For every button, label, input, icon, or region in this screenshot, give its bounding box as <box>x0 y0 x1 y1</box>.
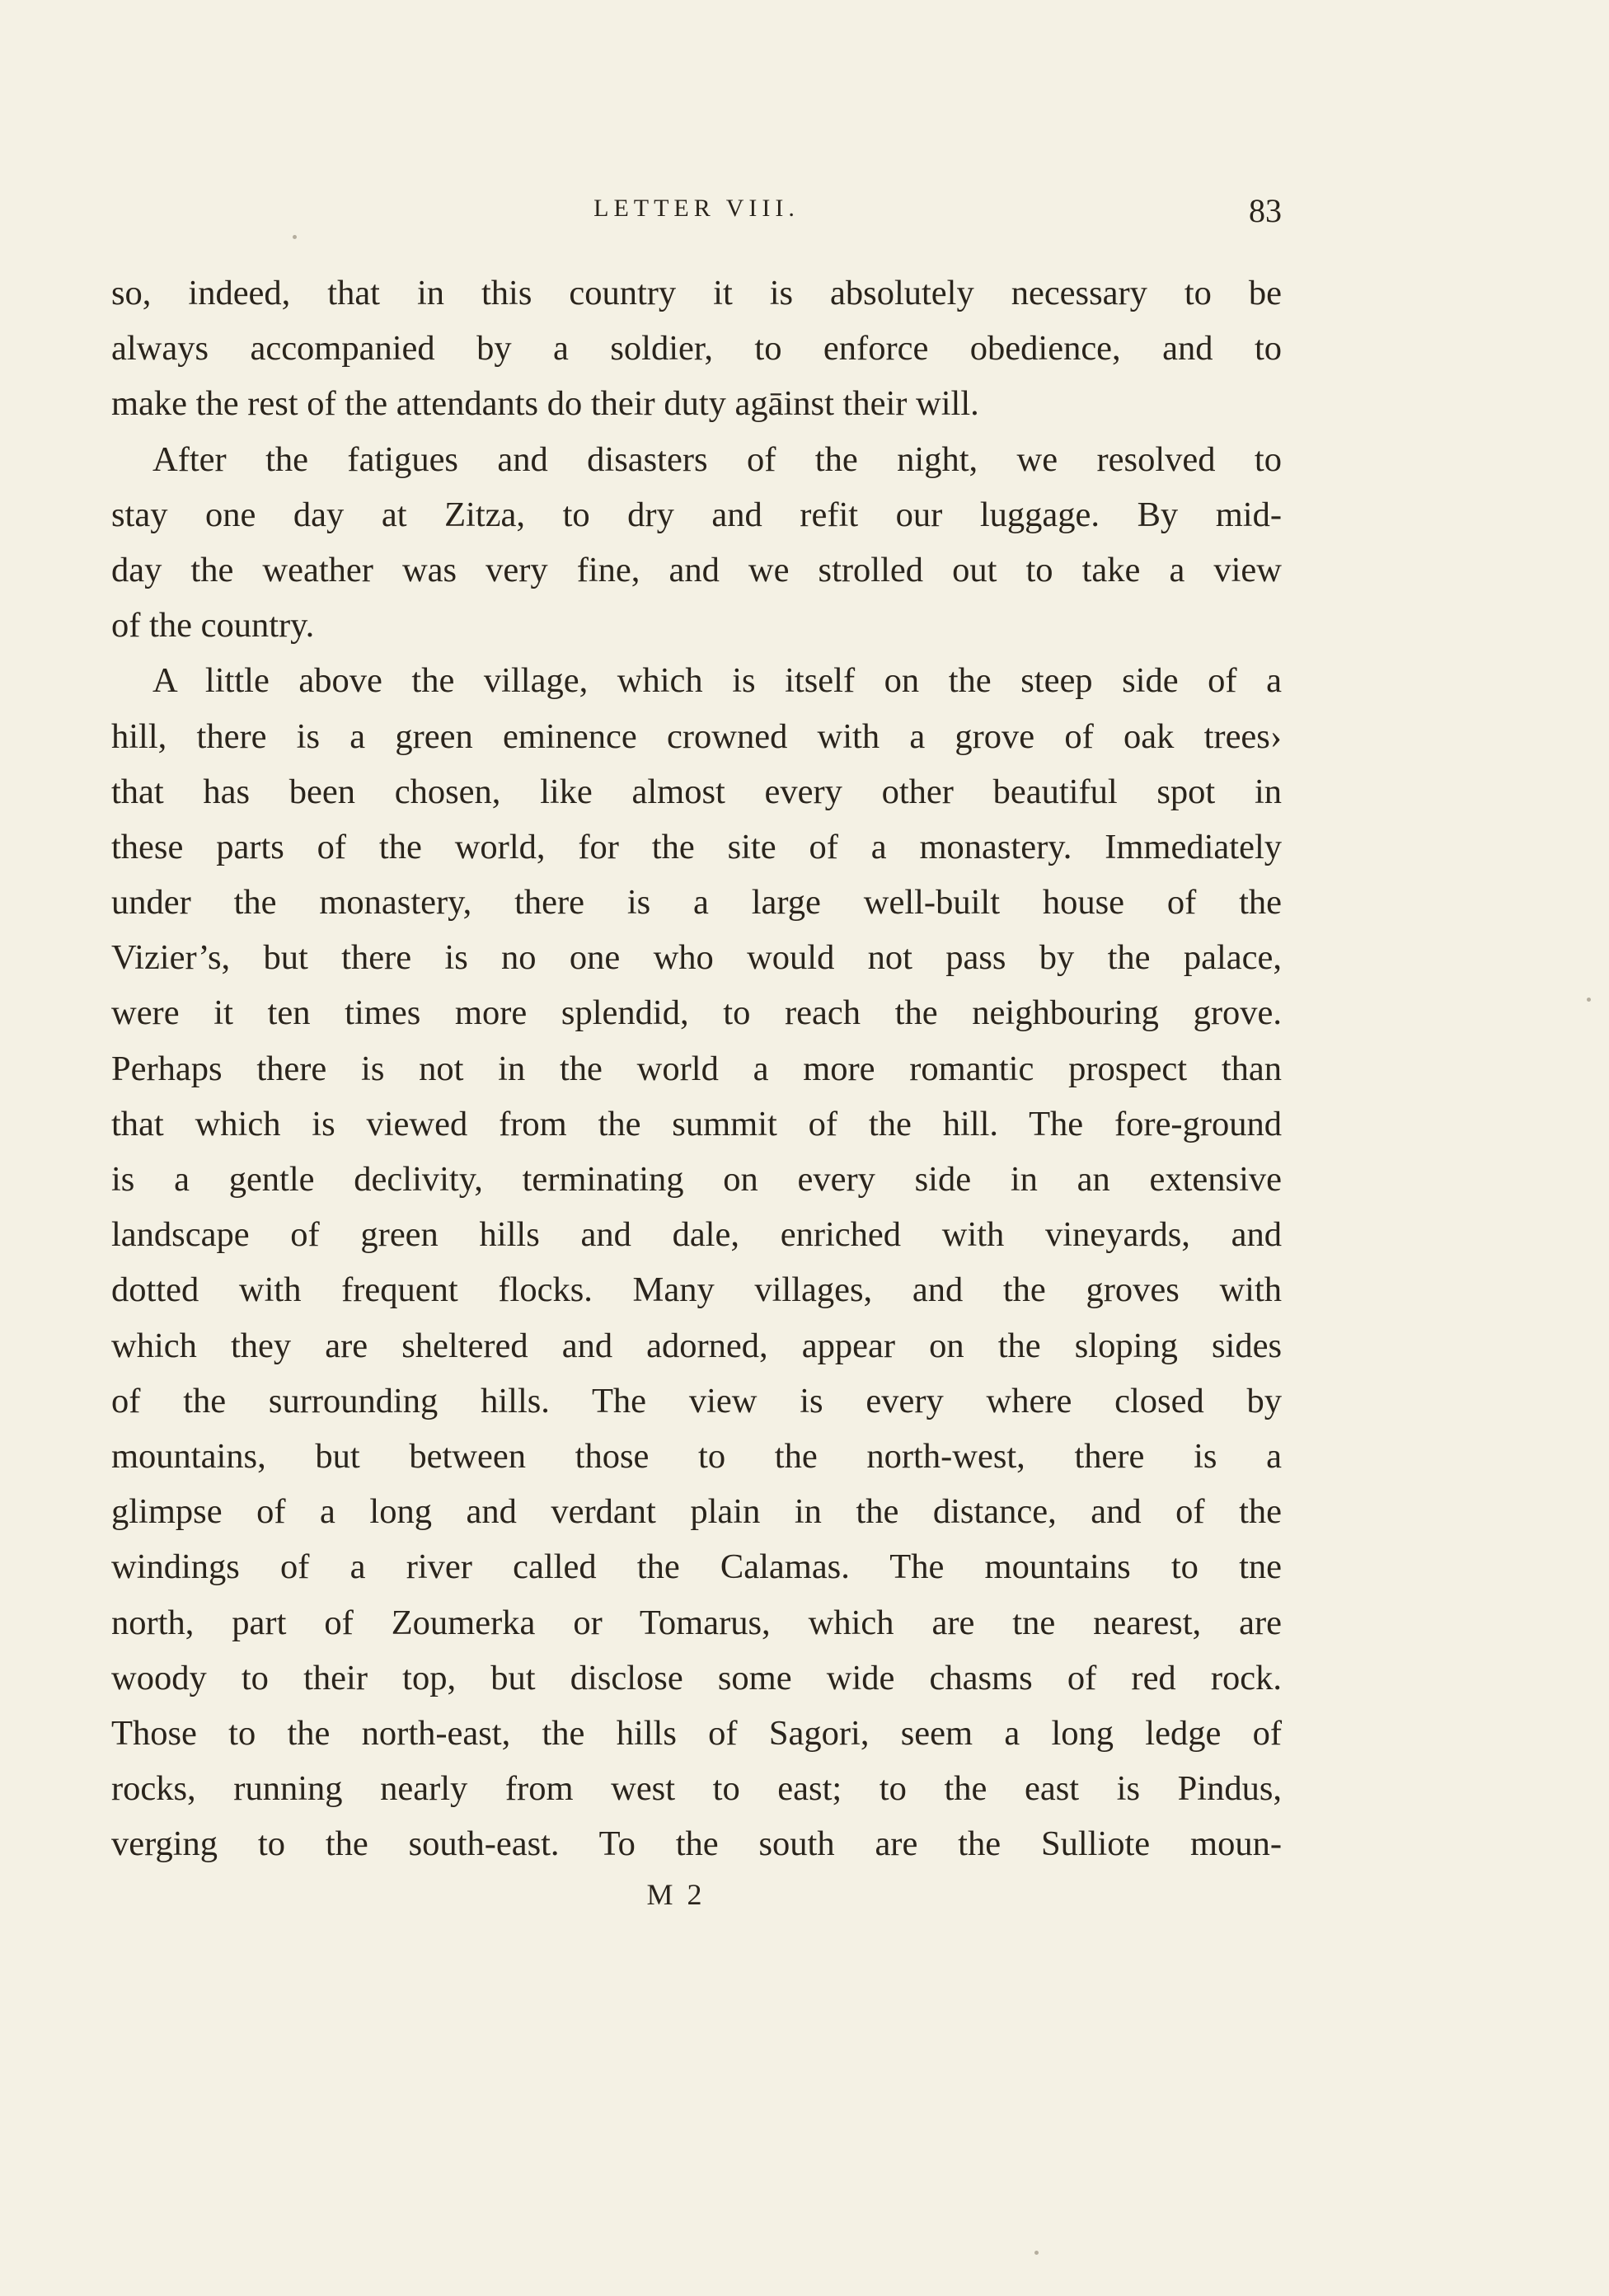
paper-speck <box>293 235 297 239</box>
running-title: LETTER VIII. <box>593 195 800 222</box>
text-line: A little above the village, which is itself on the steep side of a <box>152 661 1282 701</box>
text-line: so, indeed, that in this country it is absolutely necessary to be <box>111 274 1282 312</box>
text-line: these parts of the world, for the site of a monastery. Immediately <box>111 827 1282 866</box>
text-line: of the country. <box>111 606 315 646</box>
text-line: that which is viewed from the summit of the hill. The fore-ground <box>111 1104 1282 1143</box>
text-line: dotted with frequent flocks. Many villages, and the groves with <box>111 1270 1282 1310</box>
body-text <box>111 265 1282 1871</box>
text-line: Vizier’s, but there is no one who would not pass by the palace, <box>111 938 1282 978</box>
text-line: always accompanied by a soldier, to enforce obedience, and to <box>111 329 1282 369</box>
text-line: make the rest of the attendants do their duty agāinst their will. <box>111 384 979 424</box>
paper-speck <box>1034 2251 1039 2255</box>
text-line: windings of a river called the Calamas. The mountains to tne <box>111 1547 1282 1587</box>
text-line: glimpse of a long and verdant plain in the distance, and of the <box>111 1492 1282 1532</box>
text-line: mountains, but between those to the north-west, there is a <box>111 1436 1282 1476</box>
text-line: day the weather was very fine, and we strolled out to take a view <box>111 550 1282 589</box>
text-line: is a gentle declivity, terminating on every side in an extensive <box>111 1160 1282 1199</box>
text-line: which they are sheltered and adorned, appear on the sloping sides <box>111 1326 1282 1365</box>
text-line: After the fatigues and disasters of the night, we resolved to <box>152 439 1282 479</box>
page-number: 83 <box>1249 192 1282 229</box>
text-line: stay one day at Zitza, to dry and refit our luggage. By mid- <box>111 495 1282 534</box>
text-line: landscape of green hills and dale, enriched with vineyards, and <box>111 1215 1282 1255</box>
text-line: Those to the north-east, the hills of Sagori, seem a long ledge of <box>111 1713 1282 1753</box>
paper-speck <box>1587 998 1591 1002</box>
text-line: hill, there is a green eminence crowned with a grove of oak trees› <box>111 716 1282 756</box>
text-line: verging to the south-east. To the south are the Sulliote moun- <box>111 1824 1282 1864</box>
text-line: that has been chosen, like almost every other beautiful spot in <box>111 772 1282 811</box>
page-header <box>111 191 1282 232</box>
text-line: north, part of Zoumerka or Tomarus, which are tne nearest, are <box>111 1603 1282 1642</box>
text-line: of the surrounding hills. The view is every where closed by <box>111 1381 1282 1420</box>
text-line: woody to their top, but disclose some wide chasms of red rock. <box>111 1658 1282 1697</box>
text-line: under the monastery, there is a large well-built house of the <box>111 883 1282 923</box>
text-line: were it ten times more splendid, to reach the neighbouring grove. <box>111 993 1282 1033</box>
text-line: rocks, running nearly from west to east; to the east is Pindus, <box>111 1769 1282 1809</box>
signature-mark: M 2 <box>646 1878 706 1911</box>
text-line: Perhaps there is not in the world a more romantic prospect than <box>111 1049 1282 1088</box>
